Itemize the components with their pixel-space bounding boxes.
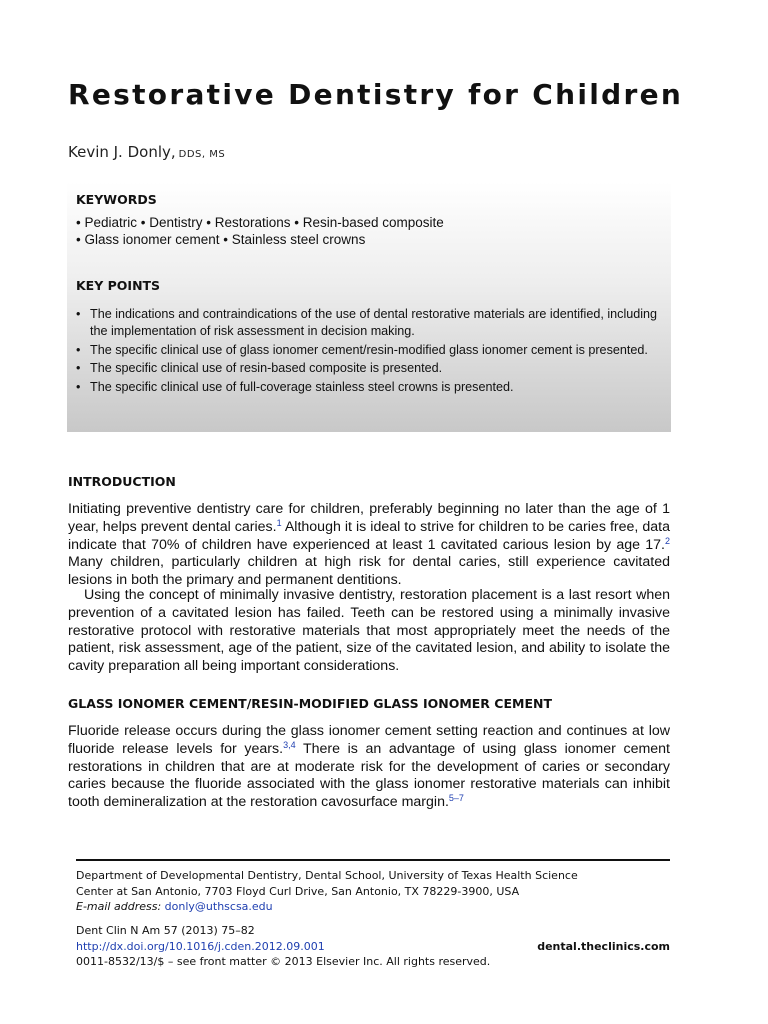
citation-block xyxy=(76,923,670,970)
journal-citation: Dent Clin N Am 57 (2013) 75–82 xyxy=(76,924,255,937)
email-label: E-mail address: xyxy=(76,900,162,913)
email-line xyxy=(76,899,670,915)
email-link[interactable]: donly@uthscsa.edu xyxy=(164,900,273,913)
bullet: • xyxy=(76,342,81,357)
bullet: • xyxy=(76,307,81,321)
bullet: • xyxy=(76,379,81,394)
introduction-heading: INTRODUCTION xyxy=(68,474,176,489)
keywords-heading: KEYWORDS xyxy=(76,192,157,207)
reference-link[interactable]: 2 xyxy=(664,535,670,546)
key-points-heading: KEY POINTS xyxy=(76,278,161,293)
introduction-paragraph-1: Initiating preventive dentistry care for children, preferably beginning no later than the age of 1 year, helps prevent dental caries.$^1$ Although it is ideal to strive for children to be caries free, data indicate that 70% of children have experienced at least 1 cavitated carious lesion by age 17.$^2$ Many children, particularly children at high risk for dental caries, still experience cavitated lesions in both the primary and permanent dentitions. xyxy=(68,501,670,589)
affiliation-line-2: Center at San Antonio, 7703 Floyd Curl Drive, San Antonio, TX 78229-3900, USA xyxy=(76,884,520,898)
keywords-line-1: • Pediatric • Dentistry • Restorations • Resin-based composite xyxy=(76,215,444,230)
key-point-item: • The specific clinical use of resin-based composite is presented. xyxy=(76,361,443,375)
keywords-line-2: • Glass ionomer cement • Stainless steel crowns xyxy=(76,232,366,247)
copyright-line: 0011-8532/13/$ – see front matter © 2013 Elsevier Inc. All rights reserved. xyxy=(76,955,491,968)
author-line xyxy=(68,143,225,161)
key-point-item: • The specific clinical use of full-coverage stainless steel crowns is presented. xyxy=(76,379,514,394)
key-points-list xyxy=(76,306,661,397)
author-name: Kevin J. Donly, xyxy=(68,143,176,161)
reference-link[interactable]: 1 xyxy=(276,517,282,528)
doi-link[interactable]: http://dx.doi.org/10.1016/j.cden.2012.09.001 xyxy=(76,939,325,953)
affiliation-line-1: Department of Developmental Dentistry, Dental School, University of Texas Health Science xyxy=(76,869,578,882)
key-point-item: • The indications and contraindications of the use of dental restorative materials are identified, including the implementation of risk assessment in decision making. xyxy=(76,307,658,338)
author-degrees: DDS, MS xyxy=(178,149,226,160)
bullet: • xyxy=(76,361,81,375)
affiliation-block xyxy=(76,868,670,915)
footer-divider xyxy=(76,859,670,861)
key-point-item: • The specific clinical use of glass ionomer cement/resin-modified glass ionomer cement is presented. xyxy=(76,342,648,357)
introduction-paragraph-2: Using the concept of minimally invasive dentistry, restoration placement is a last resort when prevention of a cavitated lesion has failed. Teeth can be restored using a minimally invasive restorative protocol with restorative materials that most appropriately meet the needs of the patient, risk assessment, age of the patient, size of the cavitated lesion, and ability to isolate the cavity preparation all being important considerations. xyxy=(68,587,670,675)
keywords-keypoints-box xyxy=(67,182,671,432)
journal-site[interactable]: dental.theclinics.com xyxy=(537,939,670,953)
glass-ionomer-paragraph-1: Fluoride release occurs during the glass ionomer cement setting reaction and continues at low fluoride release levels for years.$^{3,4}$ There is an advantage of using glass ionomer cement restorations in children that are at moderate risk for the development of caries or secondary caries because the fluoride associated with the glass ionomer restorative materials can inhibit tooth demineralization at the restoration cavosurface margin.$^{5-7}$ xyxy=(68,723,671,811)
doi-line xyxy=(76,939,670,955)
reference-link[interactable]: 3,4 xyxy=(283,739,296,750)
article-title: Restorative Dentistry for Children xyxy=(68,78,684,111)
glass-ionomer-heading: GLASS IONOMER CEMENT/RESIN-MODIFIED GLASS IONOMER CEMENT xyxy=(68,696,552,711)
reference-link[interactable]: 5–7 xyxy=(448,793,464,804)
